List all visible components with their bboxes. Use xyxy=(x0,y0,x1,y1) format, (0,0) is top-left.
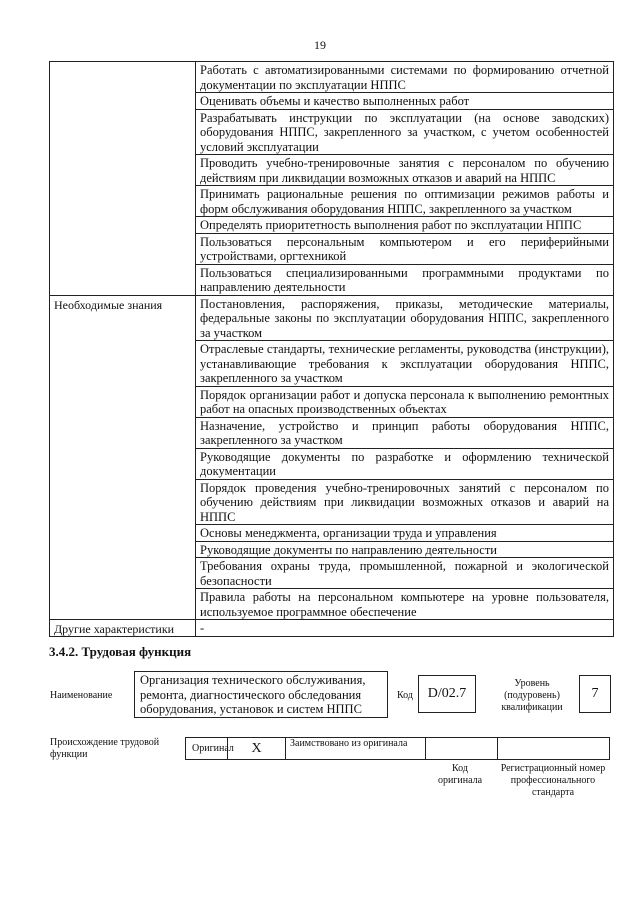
level-box: 7 xyxy=(579,675,611,713)
code-caption: Код оригинала xyxy=(437,763,483,786)
function-name-box: Организация технического обслуживания, ремонта, диагностического обследования оборудования, установок и систем НППС xyxy=(134,671,388,718)
row-text: Отраслевые стандарты, технические регламенты, руководства (инструкции), устанавливающие требования к эксплуатации оборудования НППС, закрепленного за участком xyxy=(196,341,614,387)
origin-row xyxy=(185,737,610,760)
borrowed-cell xyxy=(286,738,426,759)
row-text: Разрабатывать инструкции по эксплуатации (на основе заводских) оборудования НППС, закрепленного за участком, с учетом особенностей условий эксплуатации xyxy=(196,109,614,155)
row-text: Оценивать объемы и качество выполненных работ xyxy=(196,93,614,110)
original-mark: X xyxy=(228,738,286,759)
row-group-label: Другие характеристики xyxy=(50,620,196,637)
row-group-label xyxy=(50,62,196,296)
borrowed-label: Заимствовано из оригинала xyxy=(290,738,408,749)
reg-caption: Регистрационный номер профессионального стандарта xyxy=(500,763,606,798)
origin-label: Происхождение трудовой функции xyxy=(50,737,160,760)
row-text: Пользоваться специализированными программными продуктами по направлению деятельности xyxy=(196,264,614,295)
table-row xyxy=(50,295,614,341)
row-text: Порядок организации работ и допуска персонала к выполнению ремонтных работ на опасных производственных объектах xyxy=(196,386,614,417)
row-text: Требования охраны труда, промышленной, пожарной и экологической безопасности xyxy=(196,558,614,589)
original-cell xyxy=(186,738,234,759)
original-code-cell xyxy=(426,738,498,759)
table-row xyxy=(50,62,614,93)
row-text: Назначение, устройство и принцип работы оборудования НППС, закрепленного за участком xyxy=(196,417,614,448)
row-text: Принимать рациональные решения по оптимизации режимов работы и форм обслуживания оборудования НППС, закрепленного за участком xyxy=(196,186,614,217)
row-group-label: Необходимые знания xyxy=(50,295,196,620)
table-row xyxy=(50,620,614,637)
name-label: Наименование xyxy=(50,690,113,701)
reg-number-cell xyxy=(498,738,609,759)
row-text: Правила работы на персональном компьютере на уровне пользователя, используемое программное обеспечение xyxy=(196,589,614,620)
page-number: 19 xyxy=(314,38,326,52)
row-text: Определять приоритетность выполнения работ по эксплуатации НППС xyxy=(196,217,614,234)
row-text: - xyxy=(196,620,614,637)
code-label: Код xyxy=(397,690,413,701)
row-text: Основы менеджмента, организации труда и управления xyxy=(196,525,614,542)
skills-knowledge-table xyxy=(49,61,614,637)
original-label: Оригинал xyxy=(192,743,234,754)
function-code-box: D/02.7 xyxy=(418,675,476,713)
section-title: 3.4.2. Трудовая функция xyxy=(49,644,192,659)
row-text: Порядок проведения учебно-тренировочных занятий с персоналом по обучению действиям при ликвидации возможных отказов и аварий на НППС xyxy=(196,479,614,525)
row-text: Проводить учебно-тренировочные занятия с персоналом по обучению действиям при ликвидации возможных отказов и аварий на НППС xyxy=(196,155,614,186)
row-text: Пользоваться персональным компьютером и его периферийными устройствами, оргтехникой xyxy=(196,233,614,264)
row-text: Постановления, распоряжения, приказы, методические материалы, федеральные законы по эксплуатации оборудования НППС, закрепленного за участком xyxy=(196,295,614,341)
row-text: Работать с автоматизированными системами по формированию отчетной документации по эксплуатации НППС xyxy=(196,62,614,93)
row-text: Руководящие документы по разработке и оформлению технической документации xyxy=(196,448,614,479)
row-text: Руководящие документы по направлению деятельности xyxy=(196,541,614,558)
level-label: Уровень (подуровень) квалификации xyxy=(501,678,563,713)
